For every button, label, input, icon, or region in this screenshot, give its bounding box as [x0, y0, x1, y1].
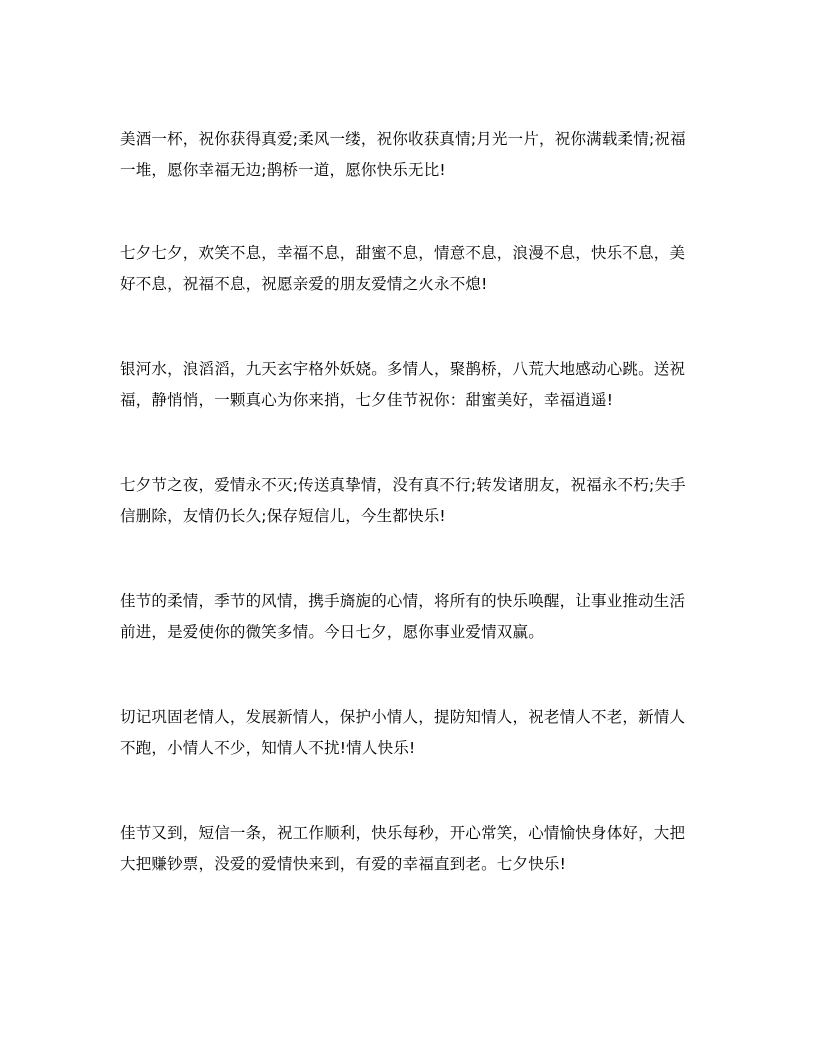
paragraph-5: 佳节的柔情，季节的风情，携手旖旎的心情，将所有的快乐唤醒，让事业推动生活前进，是爱使你的微笑多情。今日七夕，愿你事业爱情双赢。	[120, 592, 686, 641]
paragraph-4: 七夕节之夜，爱情永不灭;传送真挚情，没有真不行;转发诸朋友，祝福永不朽;失手信删除，友情仍长久;保存短信儿，今生都快乐!	[120, 476, 686, 525]
paragraph-3: 银河水，浪滔滔，九天玄宇格外妖娆。多情人，聚鹊桥，八荒大地感动心跳。送祝福，静悄悄，一颗真心为你来捎，七夕佳节祝你：甜蜜美好，幸福逍遥!	[120, 360, 686, 409]
paragraph-6: 切记巩固老情人，发展新情人，保护小情人，提防知情人，祝老情人不老，新情人不跑，小情人不少，知情人不扰!情人快乐!	[120, 708, 686, 757]
paragraph-7: 佳节又到，短信一条，祝工作顺利，快乐每秒，开心常笑，心情愉快身体好，大把大把赚钞票，没爱的爱情快来到，有爱的幸福直到老。七夕快乐!	[120, 824, 686, 873]
paragraph-2: 七夕七夕，欢笑不息，幸福不息，甜蜜不息，情意不息，浪漫不息，快乐不息，美好不息，祝福不息，祝愿亲爱的朋友爱情之火永不熄!	[120, 244, 686, 293]
paragraph-1: 美酒一杯，祝你获得真爱;柔风一缕，祝你收获真情;月光一片，祝你满载柔情;祝福一堆，愿你幸福无边;鹊桥一道，愿你快乐无比!	[120, 130, 686, 179]
